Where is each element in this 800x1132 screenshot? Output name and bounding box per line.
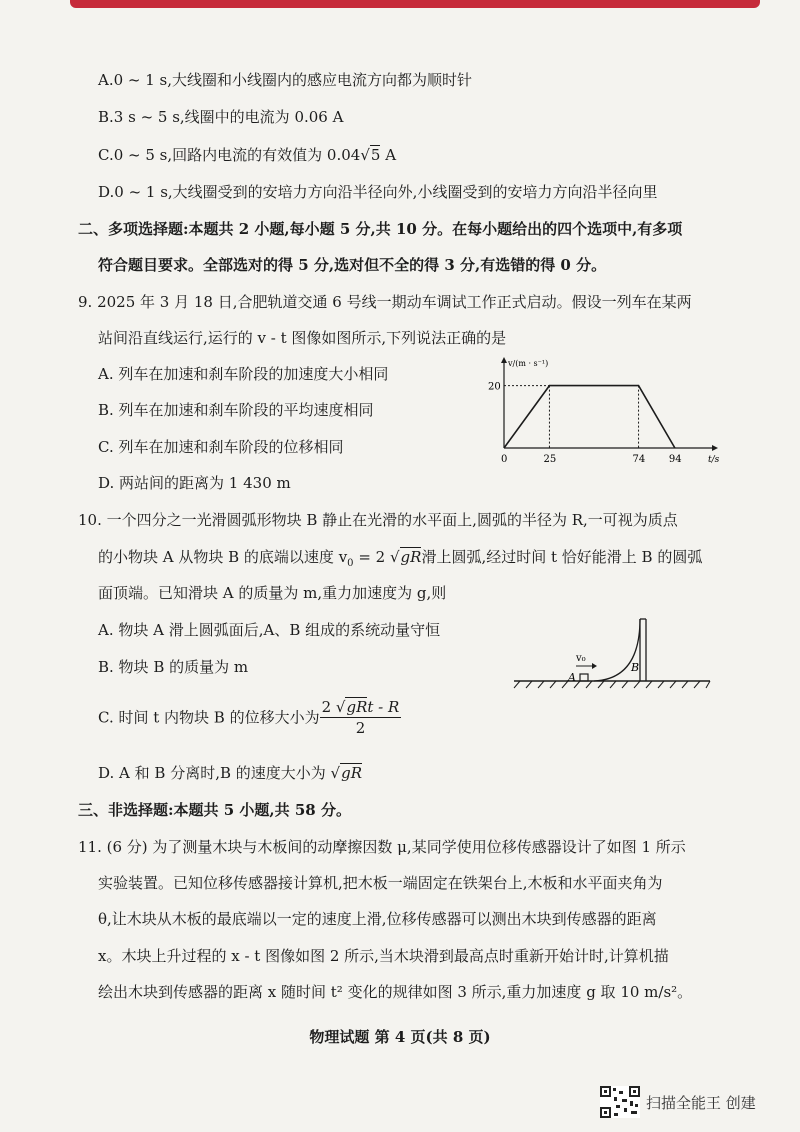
- numerator-rest: t - R: [367, 698, 400, 716]
- numerator-radicand: gR: [346, 698, 368, 716]
- sqrt-symbol: √: [330, 764, 341, 782]
- page-footer: 物理试题 第 4 页(共 8 页): [309, 1028, 491, 1046]
- q8-option-c-unit: A: [380, 146, 397, 164]
- q10-stem-line1: 10. 一个四分之一光滑圆弧形物块 B 静止在光滑的水平面上,圆弧的半径为 R,一可视为质点: [78, 511, 678, 529]
- q10-option-b: B. 物块 B 的质量为 m: [98, 658, 249, 676]
- x-tick-label: 0: [501, 454, 508, 465]
- section2-heading-line1: 二、多项选择题:本题共 2 小题,每小题 5 分,共 10 分。在每小题给出的四个选项中,有多项: [78, 220, 683, 238]
- q9-stem-line1: 9. 2025 年 3 月 18 日,合肥轨道交通 6 号线一期动车调试工作正式启动。假设一列车在某两: [78, 293, 692, 311]
- x-axis-label: t/s: [708, 455, 720, 465]
- q11-line4: x。木块上升过程的 x - t 图像如图 2 所示,当木块滑到最高点时重新开始计时,计算机描: [98, 947, 669, 965]
- v0-subscript: 0: [347, 558, 354, 569]
- velocity-series-line: [504, 386, 675, 448]
- sqrt-symbol: √: [360, 146, 370, 164]
- q8-option-c-radicand: 5: [370, 146, 381, 164]
- q8-option-c: [98, 145, 396, 165]
- q11-line3: θ,让木块从木板的最底端以一定的速度上滑,位移传感器可以测出木块到传感器的距离: [98, 910, 657, 928]
- q9-option-c: C. 列车在加速和刹车阶段的位移相同: [98, 438, 344, 456]
- q8-option-c-text: C.0 ~ 5 s,回路内电流的有效值为 0.04: [98, 146, 361, 164]
- q8-option-b: B.3 s ~ 5 s,线圈中的电流为 0.06 A: [98, 108, 344, 126]
- section3-heading: 三、非选择题:本题共 5 小题,共 58 分。: [78, 801, 351, 819]
- block-a-label: A: [568, 671, 576, 684]
- vt-graph: [470, 355, 720, 467]
- x-axis-arrow: [712, 445, 718, 451]
- sqrt-symbol: √: [389, 548, 400, 566]
- q10-option-d-radicand: gR: [341, 764, 362, 782]
- q11-line1: 11. (6 分) 为了测量木块与木板间的动摩擦因数 μ,某同学使用位移传感器设计了如图 1 所示: [78, 838, 686, 856]
- qr-code-icon: [600, 1086, 640, 1118]
- q11-line5: 绘出木块到传感器的距离 x 随时间 t² 变化的规律如图 3 所示,重力加速度 g 取 10 m/s²。: [98, 983, 693, 1001]
- y-axis-label: v/(m · s⁻¹): [508, 359, 549, 368]
- scanner-watermark: 扫描全能王 创建: [646, 1094, 756, 1112]
- q10-stem-line2-b: = 2: [353, 548, 390, 566]
- q10-stem-line2: [98, 547, 702, 574]
- q10-option-c-fraction: [320, 697, 402, 738]
- q10-option-d: [98, 763, 362, 783]
- q10-radicand: gR: [400, 548, 422, 566]
- header-color-bar: [70, 0, 760, 8]
- q10-stem-line2-c: 滑上圆弧,经过时间 t 恰好能滑上 B 的圆弧: [421, 548, 703, 566]
- q9-option-b: B. 列车在加速和刹车阶段的平均速度相同: [98, 401, 374, 419]
- sqrt-symbol: √: [335, 698, 346, 716]
- ground-hatching: [514, 681, 710, 688]
- q9-stem-line2: 站间沿直线运行,运行的 v - t 图像如图所示,下列说法正确的是: [98, 329, 507, 347]
- q8-option-a: A.0 ~ 1 s,大线圈和小线圈内的感应电流方向都为顺时针: [98, 71, 473, 89]
- q10-stem-line3: 面顶端。已知滑块 A 的质量为 m,重力加速度为 g,则: [98, 584, 447, 602]
- arc-block-figure: [512, 615, 712, 690]
- q10-option-c-text: C. 时间 t 内物块 B 的位移大小为: [98, 708, 320, 727]
- y-axis-arrow: [501, 357, 507, 363]
- fraction-numerator: [320, 697, 402, 718]
- q10-option-d-text: D. A 和 B 分离时,B 的速度大小为: [98, 764, 331, 782]
- block-a: [580, 674, 588, 681]
- q8-option-d: D.0 ~ 1 s,大线圈受到的安培力方向沿半径向外,小线圈受到的安培力方向沿半径向里: [98, 183, 658, 201]
- y-tick-label: 20: [488, 381, 501, 393]
- velocity-arrowhead: [592, 663, 597, 669]
- q10-stem-line2-a: 的小物块 A 从物块 B 的底端以速度 v: [98, 548, 348, 566]
- x-tick-label: 94: [668, 454, 682, 465]
- q9-option-a: A. 列车在加速和刹车阶段的加速度大小相同: [98, 365, 389, 383]
- x-tick-label: 74: [632, 454, 646, 465]
- section2-heading-line2: 符合题目要求。全部选对的得 5 分,选对但不全的得 3 分,有选错的得 0 分。: [98, 256, 607, 274]
- q10-option-a: A. 物块 A 滑上圆弧面后,A、B 组成的系统动量守恒: [98, 621, 441, 639]
- numerator-coefficient: 2: [321, 698, 336, 716]
- q9-option-d: D. 两站间的距离为 1 430 m: [98, 474, 291, 492]
- q11-line2: 实验装置。已知位移传感器接计算机,把木板一端固定在铁架台上,木板和水平面夹角为: [98, 874, 663, 892]
- fraction-denominator: 2: [355, 719, 366, 737]
- x-tick-label: 25: [543, 454, 557, 465]
- q10-option-c: [98, 697, 401, 738]
- velocity-label: v₀: [576, 653, 586, 664]
- block-b-label: B: [631, 661, 640, 674]
